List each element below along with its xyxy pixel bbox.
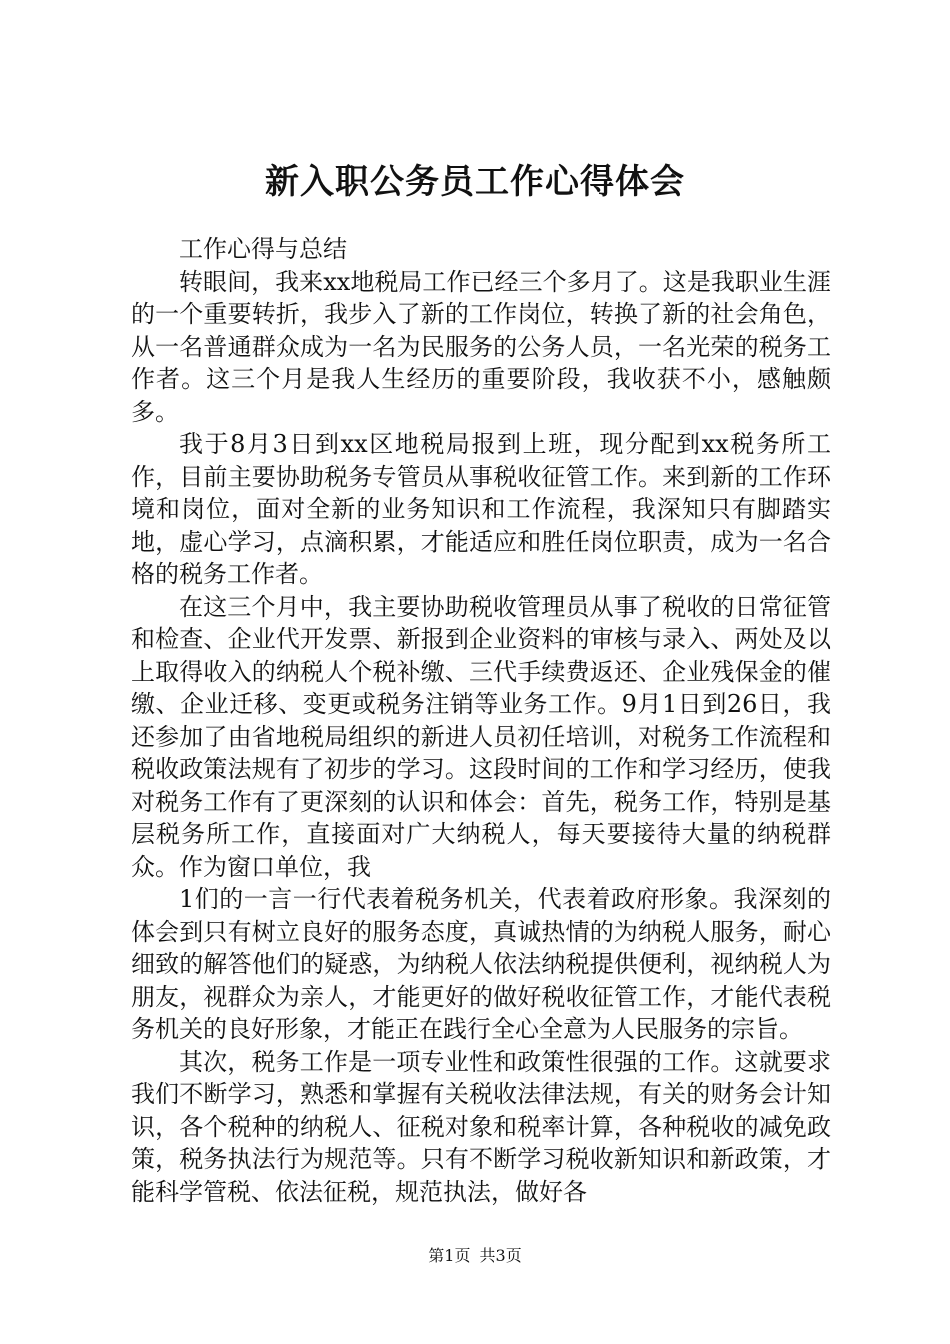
paragraph: 我于8月3日到xx区地税局报到上班，现分配到xx税务所工作，目前主要协助税务专管员从事税收征管工作。来到新的工作环境和岗位，面对全新的业务知识和工作流程，我深知只有脚踏实地，虚心学习，点滴积累，才能适应和胜任岗位职责，成为一名合格的税务工作者。: [131, 430, 831, 588]
document-title: 新入职公务员工作心得体会: [265, 162, 685, 202]
page-number: 第1页: [428, 1246, 471, 1265]
page-footer: [0, 1245, 950, 1267]
paragraph: 其次，税务工作是一项专业性和政策性很强的工作。这就要求我们不断学习，熟悉和掌握有关税收法律法规，有关的财务会计知识，各个税种的纳税人、征税对象和税率计算，各种税收的减免政策，税务执法行为规范等。只有不断学习税收新知识和新政策，才能科学管税、依法征税，规范执法，做好各: [131, 1047, 831, 1206]
paragraph: 在这三个月中，我主要协助税收管理员从事了税收的日常征管和检查、企业代开发票、新报到企业资料的审核与录入、两处及以上取得收入的纳税人个税补缴、三代手续费返还、企业残保金的催缴、企业迁移、变更或税务注销等业务工作。9月1日到26日，我还参加了由省地税局组织的新进人员初任培训，对税务工作流程和税收政策法规有了初步的学习。这段时间的工作和学习经历，使我对税务工作有了更深刻的认识和体会：首先，税务工作，特别是基层税务所工作，直接面对广大纳税人，每天要接待大量的纳税群众。作为窗口单位，我: [131, 592, 831, 881]
page-total: 共3页: [479, 1246, 522, 1265]
paragraph-subtitle: 工作心得与总结: [179, 235, 347, 263]
paragraph: 1们的一言一行代表着税务机关，代表着政府形象。我深刻的体会到只有树立良好的服务态度，真诚热情的为纳税人服务，耐心细致的解答他们的疑惑，为纳税人依法纳税提供便利，视纳税人为朋友，视群众为亲人，才能更好的做好税收征管工作，才能代表税务机关的良好形象，才能正在践行全心全意为人民服务的宗旨。: [131, 885, 831, 1043]
document-body: [131, 233, 831, 1208]
paragraph: 转眼间，我来xx地税局工作已经三个多月了。这是我职业生涯的一个重要转折，我步入了新的工作岗位，转换了新的社会角色，从一名普通群众成为一名为民服务的公务人员，一名光荣的税务工作者。这三个月是我人生经历的重要阶段，我收获不小，感触颇多。: [131, 267, 831, 426]
